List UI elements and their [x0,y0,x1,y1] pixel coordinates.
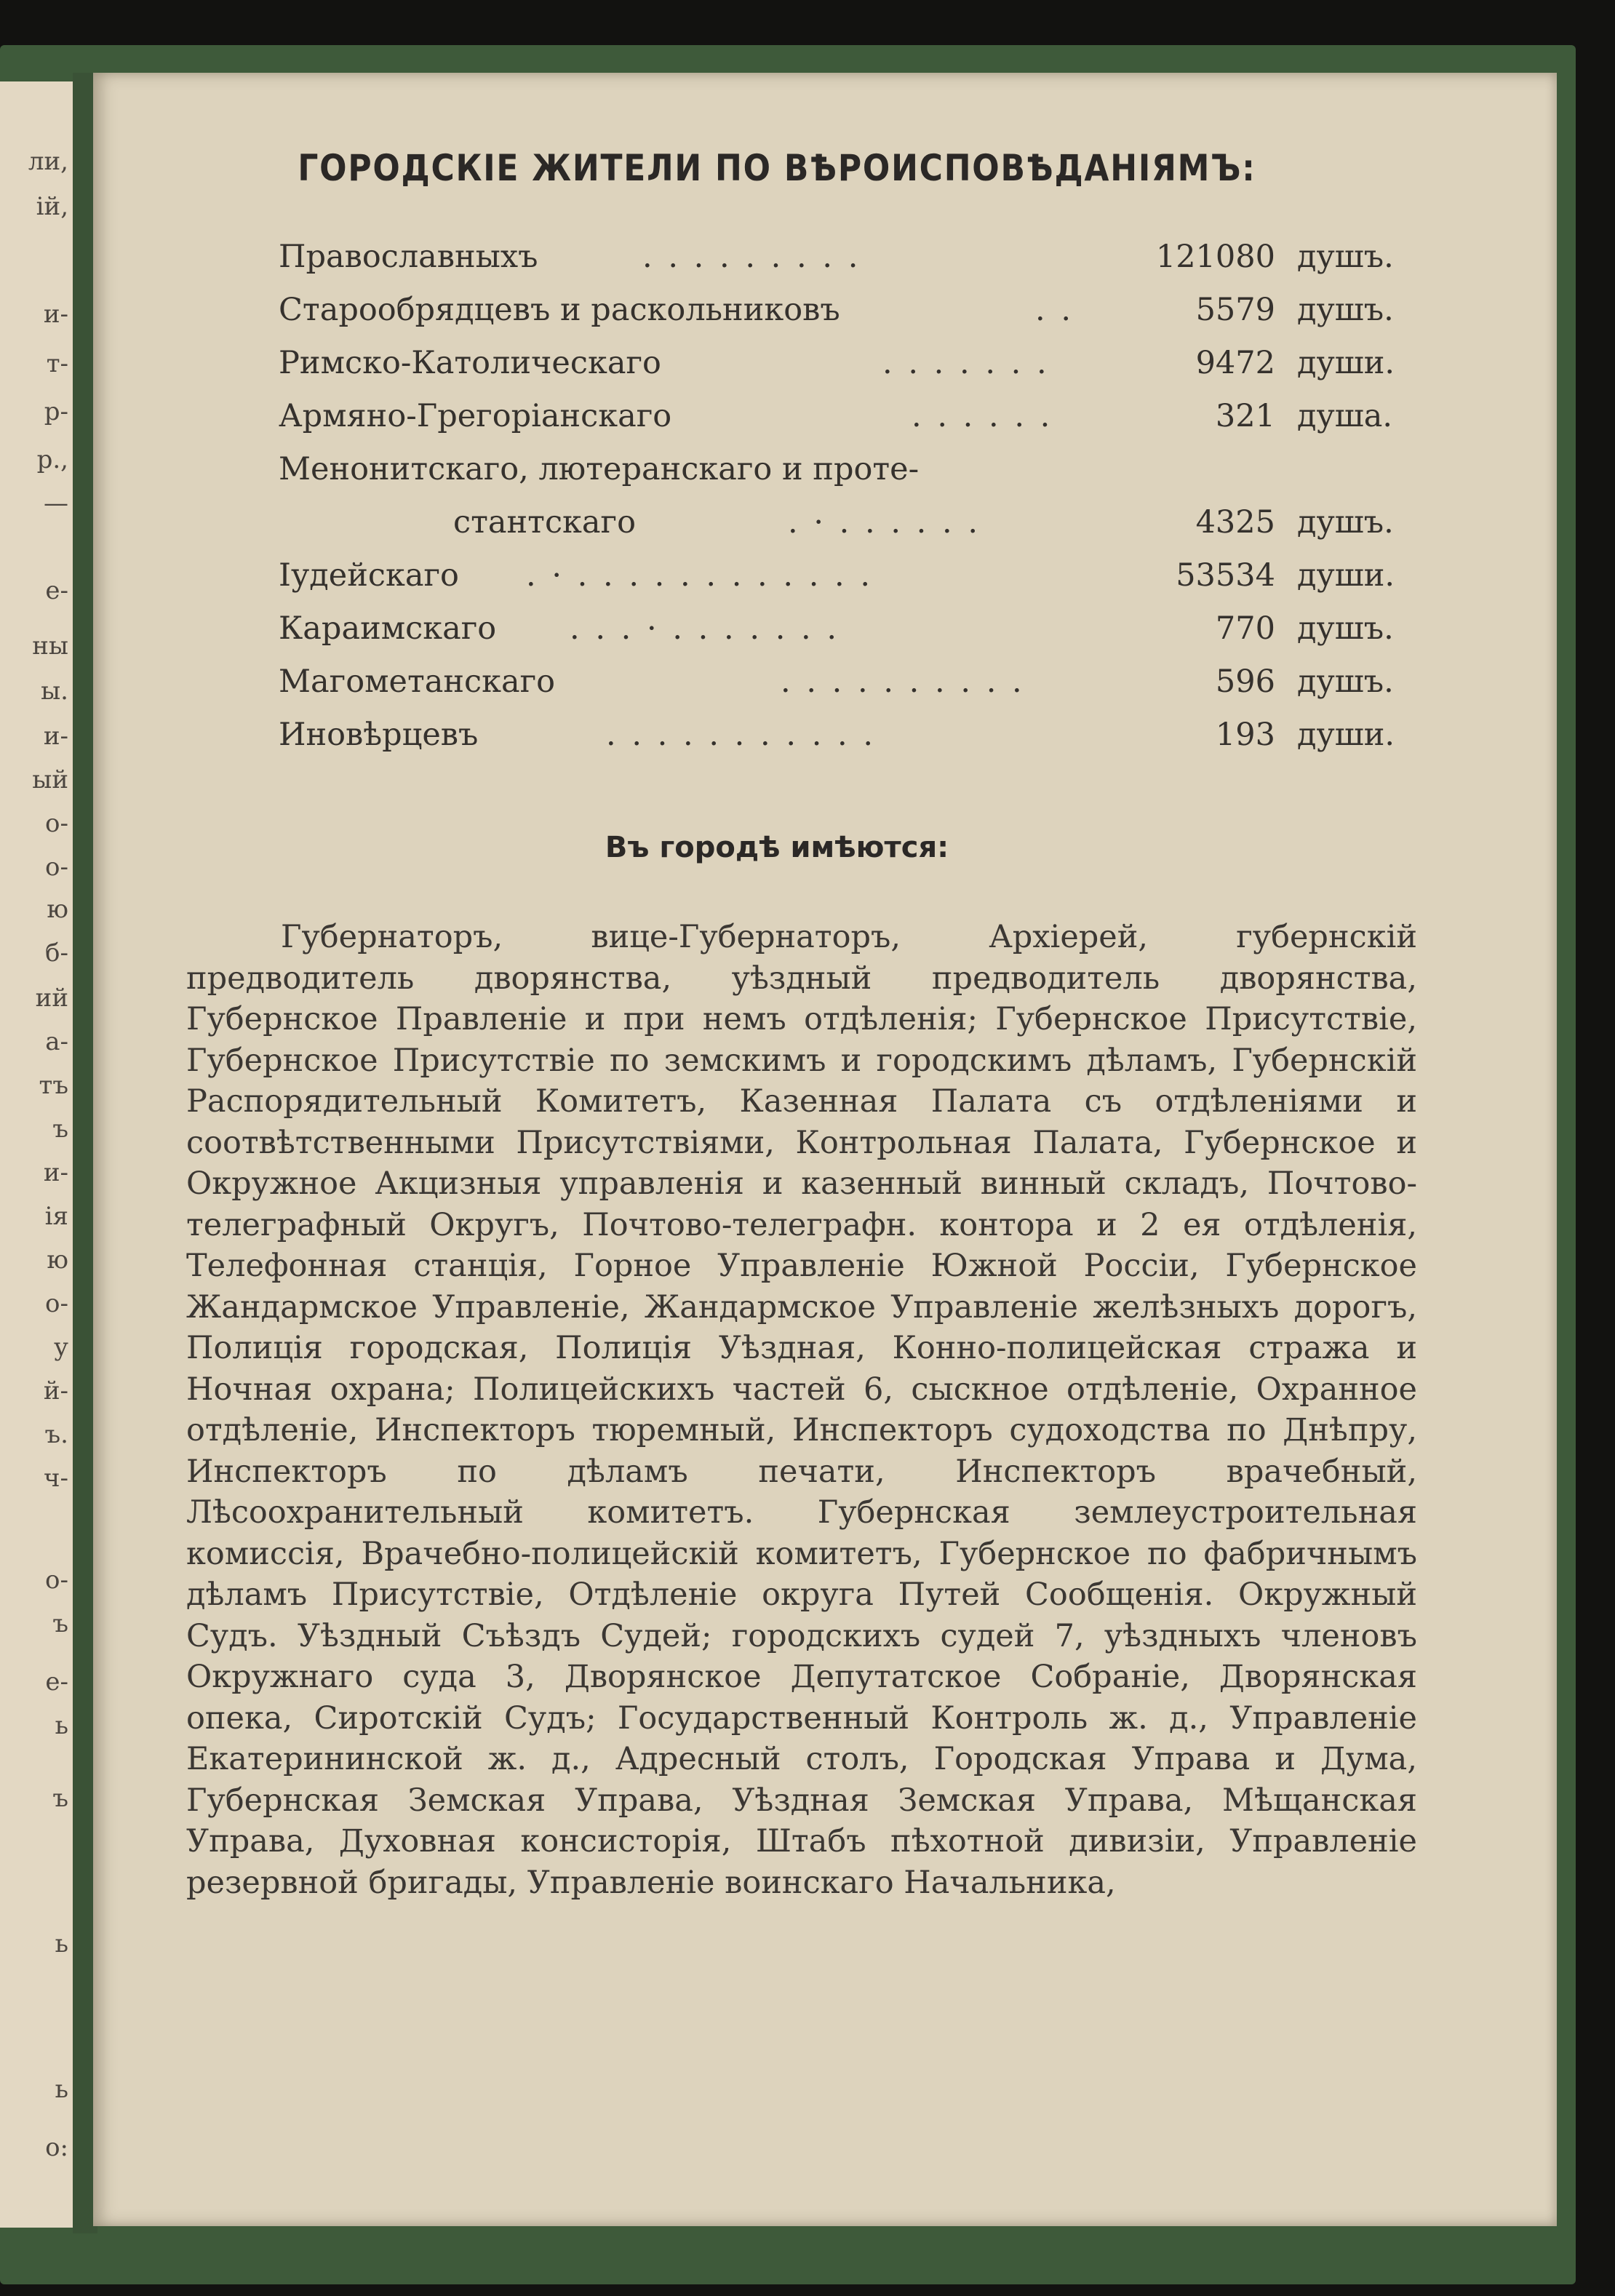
row-leader-dots: . . . . . . . [882,345,1050,381]
row-count: 5579 [1195,292,1275,328]
row-count: 193 [1215,717,1275,753]
row-unit: душа. [1297,398,1393,434]
table-row [279,557,1428,605]
left-page-text-fragment: ъ [52,1609,68,1638]
left-page-text-fragment: р- [44,397,68,426]
row-unit: душъ. [1297,610,1394,647]
left-page-text-fragment: ны [32,631,68,661]
row-count: 770 [1215,610,1275,647]
left-page-text-fragment: ы. [41,677,68,706]
left-page-text-fragment: е- [45,1667,68,1697]
row-name: Іудейскаго [279,557,459,594]
left-page-text-fragment: о- [45,853,68,882]
left-page-edge [0,81,73,2228]
left-page-text-fragment: у [53,1333,68,1362]
left-page-text-fragment: ъ [52,1115,68,1144]
row-leader-dots: . . . · . . . . . . . [570,610,840,647]
left-page-text-fragment: и- [43,1158,68,1187]
row-count: 321 [1215,398,1275,434]
right-page [93,73,1557,2226]
left-page-text-fragment: о- [45,1289,68,1318]
page-title: ГОРОДСКІЕ ЖИТЕЛИ ПО ВѢРОИСПОВѢДАНІЯМЪ: [298,147,1256,189]
row-unit: душъ. [1297,663,1394,700]
left-page-text-fragment: тъ [39,1071,68,1100]
left-page-text-fragment: ий [35,984,68,1013]
row-unit: души. [1297,557,1395,594]
row-count: 121080 [1155,239,1275,275]
left-page-text-fragment: о- [45,1566,68,1595]
row-name: Православныхъ [279,239,538,275]
row-leader-dots: . . . . . . . . . . . [606,717,877,753]
body-paragraph: Губернаторъ, вице-Губернаторъ, Архіерей, губернскій предводитель дворянства, уѣздный предводитель дворянства, Губернское Правленіе и при немъ отдѣленія; Губернское Присутствіе, Губернское Присутствіе по земскимъ и городскимъ дѣламъ, Губернскій Распорядительный Комитетъ, Казенная Палата съ отдѣленіями и соотвѣтственными Присутствіями, Контрольная Палата, Губернское и Окружное Акцизныя управленія и казенный винный складъ, Почтово-телеграфный Округъ, Почтово-телеграфн. контора и 2 ея отдѣленія, Телефонная станція, Горное Управленіе Южной Россіи, Губернское Жандармское Управленіе, Жандармское Управленіе желѣзныхъ дорогъ, Полиція городская, Полиція Уѣздная, Конно-полицейская стража и Ночная охрана; Полицейскихъ частей 6, сыскное отдѣленіе, Охранное отдѣленіе, Инспекторъ тюремный, Инспекторъ судоходства по Днѣпру, Инспекторъ по дѣламъ печати, Инспекторъ врачебный, Лѣсоохранительный комитетъ. Губернская землеустроительная комиссія, Врачебно-полицейскій комитетъ, Губернское по фабричнымъ дѣламъ Присутствіе, Отдѣленіе округа Путей Сообщенія. Окружный Судъ. Уѣздный Съѣздъ Судей; городскихъ судей 7, уѣздныхъ членовъ Окружнаго суда 3, Дворянское Депутатское Собраніе, Дворянская опека, Сиротскій Судъ; Государственный Контроль ж. д., Управленіе Екатерининской ж. д., Адресный столъ, Городская Управа и Дума, Губернская Земская Управа, Уѣздная Земская Управа, Мѣщанская Управа, Духовная консисторія, Штабъ пѣхотной дивизіи, Управленіе резервной бригады, Управленіе воинскаго Начальника, [186,919,1417,1901]
left-page-text-fragment: — [44,489,68,518]
left-page-text-fragment: и- [43,722,68,751]
row-unit: душъ. [1297,292,1394,328]
left-page-text-fragment: ч- [44,1464,68,1493]
row-leader-dots: . . . . . . [912,398,1053,434]
row-unit: душъ. [1297,239,1394,275]
row-name: Менонитскаго, лютеранскаго и проте- [279,451,920,487]
table-row [279,610,1428,658]
row-leader-dots: . · . . . . . . . . . . . . [526,557,874,594]
row-name: Магометанскаго [279,663,556,700]
table-row [279,717,1428,765]
left-page-text-fragment: ія [44,1202,68,1231]
left-page-text-fragment: р., [36,445,68,474]
left-page-text-fragment: а- [45,1027,68,1056]
left-page-text-fragment: ъ [52,1784,68,1813]
left-page-text-fragment: о- [45,809,68,838]
left-page-text-fragment: ь [55,1711,68,1740]
left-page-text-fragment: о: [45,2133,68,2162]
left-page-text-fragment: ли, [28,147,68,176]
left-page-text-fragment: и- [43,300,68,329]
row-name: Караимскаго [279,610,497,647]
left-page-text-fragment: ь [55,2075,68,2104]
section-heading: Въ городѣ имѣются: [605,831,949,864]
left-page-text-fragment: й- [43,1376,68,1406]
table-row [279,451,1428,499]
table-row [279,504,1428,552]
left-page-text-fragment: ый [32,765,68,794]
left-page-text-fragment: е- [45,576,68,605]
left-page-text-fragment: ій, [36,192,68,221]
table-row [279,398,1428,446]
row-leader-dots: . . [1035,292,1074,328]
table-row [279,345,1428,393]
left-page-text-fragment: ю [47,895,68,924]
row-leader-dots: . · . . . . . . [788,504,981,541]
left-page-text-fragment: ь [55,1929,68,1958]
row-count: 53534 [1176,557,1275,594]
table-row [279,663,1428,711]
row-unit: душъ. [1297,504,1394,541]
row-leader-dots: . . . . . . . . . . [781,663,1025,700]
left-page-text-fragment: ъ. [44,1420,68,1449]
left-page-text-fragment: б- [45,938,68,968]
row-unit: души. [1297,717,1395,753]
left-page-text-fragment: ю [47,1245,68,1275]
row-count: 596 [1215,663,1275,700]
table-row [279,292,1428,340]
row-count: 9472 [1195,345,1275,381]
row-name: стантскаго [453,504,636,541]
row-name: Старообрядцевъ и раскольниковъ [279,292,840,328]
row-leader-dots: . . . . . . . . . [642,239,861,275]
row-unit: души. [1297,345,1395,381]
left-page-text-fragment: т- [46,349,68,378]
row-name: Иновѣрцевъ [279,717,479,753]
row-name: Армяно-Грегоріанскаго [279,398,672,434]
row-count: 4325 [1195,504,1275,541]
row-name: Римско-Католическаго [279,345,661,381]
table-row [279,239,1428,287]
